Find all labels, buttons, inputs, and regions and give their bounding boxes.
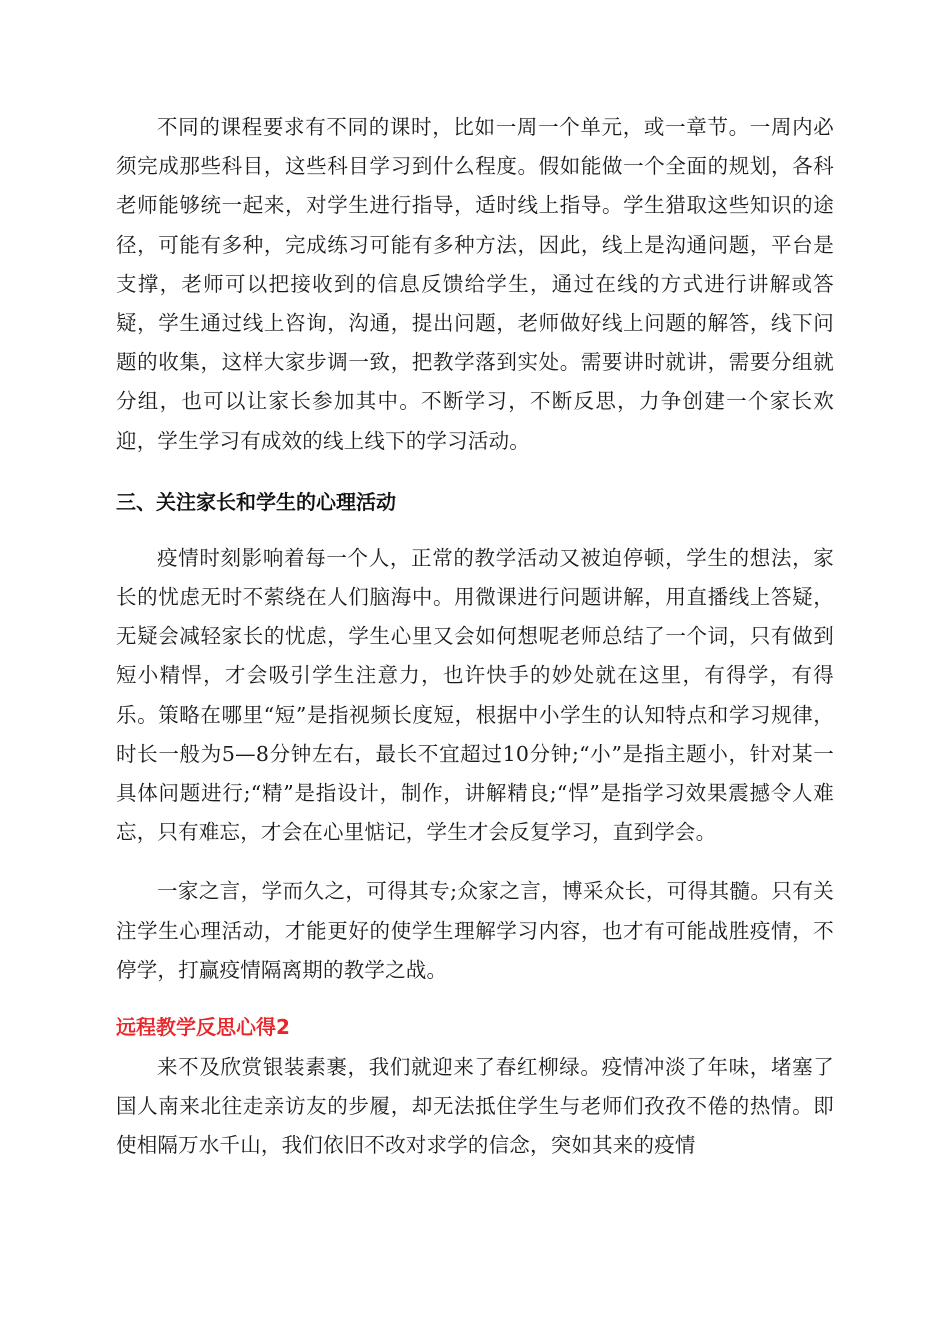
section-heading: 三、关注家长和学生的心理活动 (116, 489, 396, 514)
body-paragraph: 来不及欣赏银装素裹，我们就迎来了春红柳绿。疫情冲淡了年味，堵塞了国人南来北往走亲访友的步履，却无法抵住学生与老师们孜孜不倦的热情。即使相隔万水千山，我们依旧不改对求学的信念，突如其来的疫情 (116, 1055, 834, 1158)
body-paragraph: 一家之言，学而久之，可得其专;众家之言，博采众长，可得其髓。只有关注学生心理活动，才能更好的使学生理解学习内容，也才有可能战胜疫情，不停学，打赢疫情隔离期的教学之战。 (116, 879, 834, 982)
body-paragraph: 不同的课程要求有不同的课时，比如一周一个单元，或一章节。一周内必须完成那些科目，这些科目学习到什么程度。假如能做一个全面的规划，各科老师能够统一起来，对学生进行指导，适时线上指导。学生猎取这些知识的途径，可能有多种，完成练习可能有多种方法，因此，线上是沟通问题，平台是支撑，老师可以把接收到的信息反馈给学生，通过在线的方式进行讲解或答疑，学生通过线上咨询，沟通，提出问题，老师做好线上问题的解答，线下问题的收集，这样大家步调一致，把教学落到实处。需要讲时就讲，需要分组就分组，也可以让家长参加其中。不断学习，不断反思，力争创建一个家长欢迎，学生学习有成效的线上线下的学习活动。 (116, 115, 834, 453)
body-paragraph: 疫情时刻影响着每一个人，正常的教学活动又被迫停顿，学生的想法，家长的忧虑无时不萦绕在人们脑海中。用微课进行问题讲解，用直播线上答疑，无疑会减轻家长的忧虑，学生心里又会如何想呢老师总结了一个词，只有做到短小精悍，才会吸引学生注意力，也许快手的妙处就在这里，有得学，有得乐。策略在哪里“短”是指视频长度短，根据中小学生的认知特点和学习规律，时长一般为5—8分钟左右，最长不宜超过10分钟;“小”是指主题小，针对某一具体问题进行;“精”是指设计，制作，讲解精良;“悍”是指学习效果震撼令人难忘，只有难忘，才会在心里惦记，学生才会反复学习，直到学会。 (116, 545, 834, 845)
document-page (116, 108, 834, 1166)
article-title: 远程教学反思心得2 (116, 1015, 290, 1040)
